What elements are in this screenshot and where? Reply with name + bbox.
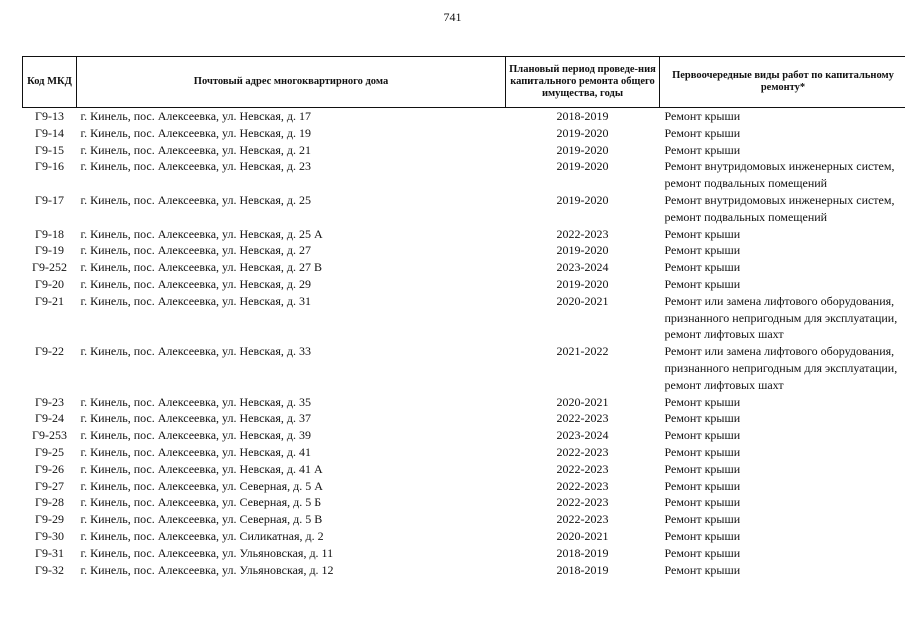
works-cell xyxy=(660,427,905,444)
capital-repair-table xyxy=(22,56,905,578)
table-row xyxy=(23,142,905,159)
works-line: Ремонт крыши xyxy=(664,562,741,577)
works-cell xyxy=(660,158,905,192)
period-cell: 2018-2019 xyxy=(556,545,609,560)
address-cell: г. Кинель, пос. Алексеевка, ул. Невская, д. 19 xyxy=(80,125,312,140)
header-code: Код МКД xyxy=(23,57,77,108)
address-cell: г. Кинель, пос. Алексеевка, ул. Невская, д. 41 А xyxy=(80,461,323,476)
works-line: Ремонт крыши xyxy=(664,243,741,258)
period-cell: 2022-2023 xyxy=(556,495,609,510)
table-row xyxy=(23,242,905,259)
period-cell: 2020-2021 xyxy=(556,394,609,409)
mkd-code-cell: Г9-22 xyxy=(35,344,64,359)
works-line: Ремонт крыши xyxy=(664,545,741,560)
works-cell xyxy=(660,394,905,411)
table-header xyxy=(23,57,905,108)
works-line: Ремонт крыши xyxy=(664,512,741,527)
works-line: Ремонт крыши xyxy=(664,260,741,275)
mkd-code-cell: Г9-17 xyxy=(35,192,64,207)
period-cell: 2019-2020 xyxy=(556,243,609,258)
works-line: Ремонт крыши xyxy=(664,461,741,476)
mkd-code-cell: Г9-252 xyxy=(32,260,67,275)
table-row xyxy=(23,427,905,444)
works-cell xyxy=(660,259,905,276)
works-cell xyxy=(660,444,905,461)
works-line: Ремонт крыши xyxy=(664,394,741,409)
works-line: признанного непригодным для эксплуатации, xyxy=(664,310,898,325)
table-row xyxy=(23,444,905,461)
mkd-code-cell: Г9-21 xyxy=(35,293,64,308)
period-cell: 2022-2023 xyxy=(556,478,609,493)
works-line: Ремонт крыши xyxy=(664,444,741,459)
mkd-code-cell: Г9-28 xyxy=(35,495,64,510)
table-row xyxy=(23,394,905,411)
address-cell: г. Кинель, пос. Алексеевка, ул. Ульяновская, д. 12 xyxy=(80,562,334,577)
address-cell: г. Кинель, пос. Алексеевка, ул. Невская, д. 37 xyxy=(80,411,312,426)
mkd-code-cell: Г9-23 xyxy=(35,394,64,409)
mkd-code-cell: Г9-14 xyxy=(35,125,64,140)
period-cell: 2022-2023 xyxy=(556,411,609,426)
works-line: ремонт лифтовых шахт xyxy=(664,327,784,342)
table-body xyxy=(23,108,905,579)
period-cell: 2018-2019 xyxy=(556,562,609,577)
works-line: Ремонт или замена лифтового оборудования, xyxy=(664,293,895,308)
address-cell: г. Кинель, пос. Алексеевка, ул. Силикатная, д. 2 xyxy=(80,528,324,543)
works-cell xyxy=(660,293,905,343)
period-cell: 2022-2023 xyxy=(556,461,609,476)
works-cell xyxy=(660,276,905,293)
mkd-code-cell: Г9-20 xyxy=(35,276,64,291)
works-cell xyxy=(660,125,905,142)
mkd-code-cell: Г9-27 xyxy=(35,478,64,493)
mkd-code-cell: Г9-31 xyxy=(35,545,64,560)
works-line: Ремонт крыши xyxy=(664,109,741,123)
works-cell xyxy=(660,461,905,478)
mkd-code-cell: Г9-26 xyxy=(35,461,64,476)
address-cell: г. Кинель, пос. Алексеевка, ул. Невская, д. 41 xyxy=(80,444,312,459)
works-cell xyxy=(660,142,905,159)
table-row xyxy=(23,276,905,293)
table-row xyxy=(23,410,905,427)
works-cell xyxy=(660,226,905,243)
works-cell xyxy=(660,545,905,562)
mkd-code-cell: Г9-16 xyxy=(35,159,64,174)
works-line: Ремонт крыши xyxy=(664,276,741,291)
mkd-code-cell: Г9-24 xyxy=(35,411,64,426)
works-cell xyxy=(660,511,905,528)
header-period: Плановый период проведе-ния капитального ремонта общего имущества, годы xyxy=(506,57,660,108)
mkd-code-cell: Г9-29 xyxy=(35,512,64,527)
works-line: Ремонт крыши xyxy=(664,528,741,543)
works-cell xyxy=(660,410,905,427)
period-cell: 2021-2022 xyxy=(556,344,609,359)
table-row xyxy=(23,562,905,579)
works-line: Ремонт внутридомовых инженерных систем, xyxy=(664,192,895,207)
period-cell: 2022-2023 xyxy=(556,226,609,241)
works-line: ремонт подвальных помещений xyxy=(664,209,828,224)
table-row xyxy=(23,461,905,478)
header-works: Первоочередные виды работ по капитальному ремонту* xyxy=(660,57,905,108)
mkd-code-cell: Г9-32 xyxy=(35,562,64,577)
address-cell: г. Кинель, пос. Алексеевка, ул. Невская, д. 25 xyxy=(80,192,312,207)
address-cell: г. Кинель, пос. Алексеевка, ул. Невская, д. 23 xyxy=(80,159,312,174)
period-cell: 2023-2024 xyxy=(556,428,609,443)
header-address: Почтовый адрес многоквартирного дома xyxy=(77,57,506,108)
mkd-code-cell: Г9-253 xyxy=(32,428,67,443)
mkd-code-cell: Г9-25 xyxy=(35,444,64,459)
period-cell: 2020-2021 xyxy=(556,528,609,543)
period-cell: 2019-2020 xyxy=(556,125,609,140)
table-row xyxy=(23,494,905,511)
works-line: Ремонт крыши xyxy=(664,411,741,426)
works-line: Ремонт крыши xyxy=(664,142,741,157)
works-line: ремонт подвальных помещений xyxy=(664,176,828,191)
table-row xyxy=(23,528,905,545)
page-number: 741 xyxy=(443,10,462,24)
address-cell: г. Кинель, пос. Алексеевка, ул. Невская, д. 35 xyxy=(80,394,312,409)
works-cell xyxy=(660,108,905,125)
period-cell: 2019-2020 xyxy=(556,159,609,174)
works-line: признанного непригодным для эксплуатации, xyxy=(664,360,898,375)
address-cell: г. Кинель, пос. Алексеевка, ул. Северная, д. 5 Б xyxy=(80,495,322,510)
address-cell: г. Кинель, пос. Алексеевка, ул. Невская, д. 27 В xyxy=(80,260,323,275)
works-cell xyxy=(660,478,905,495)
works-cell xyxy=(660,192,905,226)
works-line: Ремонт крыши xyxy=(664,495,741,510)
mkd-code-cell: Г9-30 xyxy=(35,528,64,543)
table-row xyxy=(23,192,905,226)
table-row xyxy=(23,343,905,393)
table-row xyxy=(23,511,905,528)
table-row xyxy=(23,226,905,243)
period-cell: 2019-2020 xyxy=(556,192,609,207)
period-cell: 2020-2021 xyxy=(556,293,609,308)
mkd-code-cell: Г9-15 xyxy=(35,142,64,157)
works-line: Ремонт внутридомовых инженерных систем, xyxy=(664,159,895,174)
works-line: Ремонт крыши xyxy=(664,226,741,241)
table-row xyxy=(23,293,905,343)
works-line: Ремонт крыши xyxy=(664,478,741,493)
period-cell: 2022-2023 xyxy=(556,512,609,527)
address-cell: г. Кинель, пос. Алексеевка, ул. Невская, д. 17 xyxy=(80,109,312,123)
address-cell: г. Кинель, пос. Алексеевка, ул. Невская, д. 33 xyxy=(80,344,312,359)
works-cell xyxy=(660,494,905,511)
period-cell: 2019-2020 xyxy=(556,276,609,291)
works-line: ремонт лифтовых шахт xyxy=(664,377,784,392)
works-cell xyxy=(660,562,905,579)
address-cell: г. Кинель, пос. Алексеевка, ул. Невская, д. 29 xyxy=(80,276,312,291)
period-cell: 2019-2020 xyxy=(556,142,609,157)
works-line: Ремонт крыши xyxy=(664,125,741,140)
period-cell: 2018-2019 xyxy=(556,109,609,123)
table-row xyxy=(23,545,905,562)
table-row xyxy=(23,158,905,192)
address-cell: г. Кинель, пос. Алексеевка, ул. Невская, д. 39 xyxy=(80,428,312,443)
works-cell xyxy=(660,242,905,259)
address-cell: г. Кинель, пос. Алексеевка, ул. Северная, д. 5 В xyxy=(80,512,323,527)
works-cell xyxy=(660,528,905,545)
works-line: Ремонт или замена лифтового оборудования, xyxy=(664,344,895,359)
address-cell: г. Кинель, пос. Алексеевка, ул. Невская, д. 27 xyxy=(80,243,312,258)
table-row xyxy=(23,478,905,495)
mkd-code-cell: Г9-19 xyxy=(35,243,64,258)
period-cell: 2022-2023 xyxy=(556,444,609,459)
address-cell: г. Кинель, пос. Алексеевка, ул. Северная, д. 5 А xyxy=(80,478,323,493)
period-cell: 2023-2024 xyxy=(556,260,609,275)
table-row xyxy=(23,259,905,276)
works-cell xyxy=(660,343,905,393)
address-cell: г. Кинель, пос. Алексеевка, ул. Ульяновская, д. 11 xyxy=(80,545,334,560)
address-cell: г. Кинель, пос. Алексеевка, ул. Невская, д. 21 xyxy=(80,142,312,157)
mkd-code-cell: Г9-18 xyxy=(35,226,64,241)
works-line: Ремонт крыши xyxy=(664,428,741,443)
table-row xyxy=(23,108,905,125)
address-cell: г. Кинель, пос. Алексеевка, ул. Невская, д. 31 xyxy=(80,293,312,308)
mkd-code-cell: Г9-13 xyxy=(35,109,64,123)
address-cell: г. Кинель, пос. Алексеевка, ул. Невская, д. 25 А xyxy=(80,226,323,241)
table-row xyxy=(23,125,905,142)
